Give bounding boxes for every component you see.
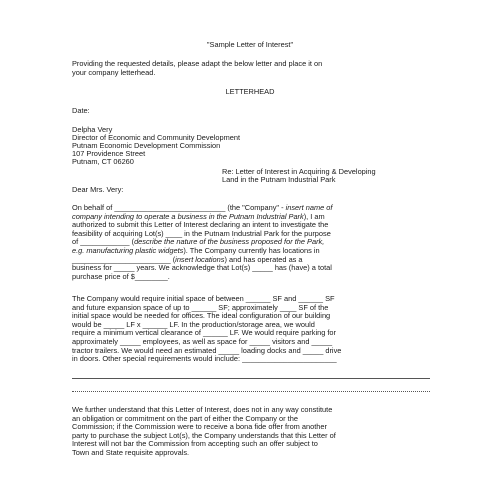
- paragraph-line: would be _____ LF x ______ LF. In the production/storage area, we would: [72, 319, 315, 329]
- recipient-city: Putnam, CT 06260: [72, 157, 134, 166]
- italic-placeholder-text: company intending to operate a business in the Putnam Industrial Park: [72, 211, 304, 221]
- salutation: Dear Mrs. Very:: [72, 185, 124, 194]
- italic-placeholder-text: insert name of: [285, 203, 333, 212]
- body-text: ), I am: [303, 211, 325, 221]
- paragraph-line: in doors. Other special requirements would include: _______________________: [72, 354, 337, 364]
- paragraph-line: Town and State requisite approvals.: [72, 448, 190, 457]
- paragraph-line: party to purchase the subject Lot(s), the Company understands that this Letter of: [72, 430, 336, 440]
- intro-line: your company letterhead.: [72, 68, 156, 77]
- paragraph-line: and future expansion space of up to ______ SF; approximately ____ SF of the: [72, 302, 329, 312]
- body-text: purchase price of $________.: [72, 271, 170, 281]
- recipient-street: 107 Providence Street: [72, 149, 146, 158]
- paragraph-line: an obligation or commitment on the part of either the Company or the: [72, 413, 298, 423]
- paragraph-line: tractor trailers. We would need an estimated _____ loading docks and _____ drive: [72, 345, 342, 355]
- italic-placeholder-text: e.g. manufacturing plastic widgets: [72, 246, 184, 255]
- paragraph-line: require a minimum vertical clearance of ______ LF. We would require parking for: [72, 328, 337, 338]
- body-text: of ____________ (: [72, 237, 135, 247]
- body-text: ________________________ (: [72, 254, 176, 264]
- subject-line-2: Land in the Putnam Industrial Park: [222, 175, 336, 184]
- body-text: ). The Company currently has locations in: [183, 246, 320, 255]
- paragraph-line: Interest will not bar the Commission from accepting such an offer subject to: [72, 439, 318, 449]
- recipient-title: Director of Economic and Community Development: [72, 133, 240, 142]
- date-label: Date:: [72, 106, 90, 115]
- paragraph-line: We further understand that this Letter of Interest, does not in any way constitute: [72, 405, 333, 414]
- recipient-organization: Putnam Economic Development Commission: [72, 141, 221, 150]
- paragraph-line: Commission; if the Commission were to receive a bona fide offer from another: [72, 422, 327, 432]
- recipient-name: Delpha Very: [72, 125, 113, 134]
- body-text: authorized to submit this Letter of Interest declaring an intent to investigate the: [72, 220, 329, 230]
- italic-placeholder-text: describe the nature of the business proposed for the Park,: [134, 237, 325, 247]
- italic-placeholder-text: insert locations: [175, 254, 225, 264]
- body-text: On behalf of ___________________________ (the "Company" -: [72, 203, 286, 212]
- paragraph-line: The Company would require initial space of between ______ SF and ______ SF: [72, 294, 335, 303]
- paragraph-line: initial space would be needed for offices. The ideal configuration of our building: [72, 311, 331, 321]
- document-title: "Sample Letter of Interest": [206, 40, 294, 49]
- fill-in-rule: [72, 378, 430, 379]
- subject-line-1: Re: Letter of Interest in Acquiring & Developing: [222, 167, 376, 176]
- fill-in-rule: [72, 391, 430, 392]
- body-text: ) and has operated as a: [224, 254, 303, 264]
- paragraph-line: [72, 272, 170, 281]
- body-text: feasibility of acquiring Lot(s) ____ in the Putnam Industrial Park for the purpose: [72, 228, 331, 238]
- letterhead-heading: LETTERHEAD: [225, 87, 275, 96]
- paragraph-line: approximately _____ employees, as well as space for _____ visitors and _____: [72, 337, 333, 346]
- intro-line: Providing the requested details, please adapt the below letter and place it on: [72, 59, 323, 68]
- body-text: business for _____ years. We acknowledge that Lot(s) _____ has (have) a total: [72, 263, 332, 273]
